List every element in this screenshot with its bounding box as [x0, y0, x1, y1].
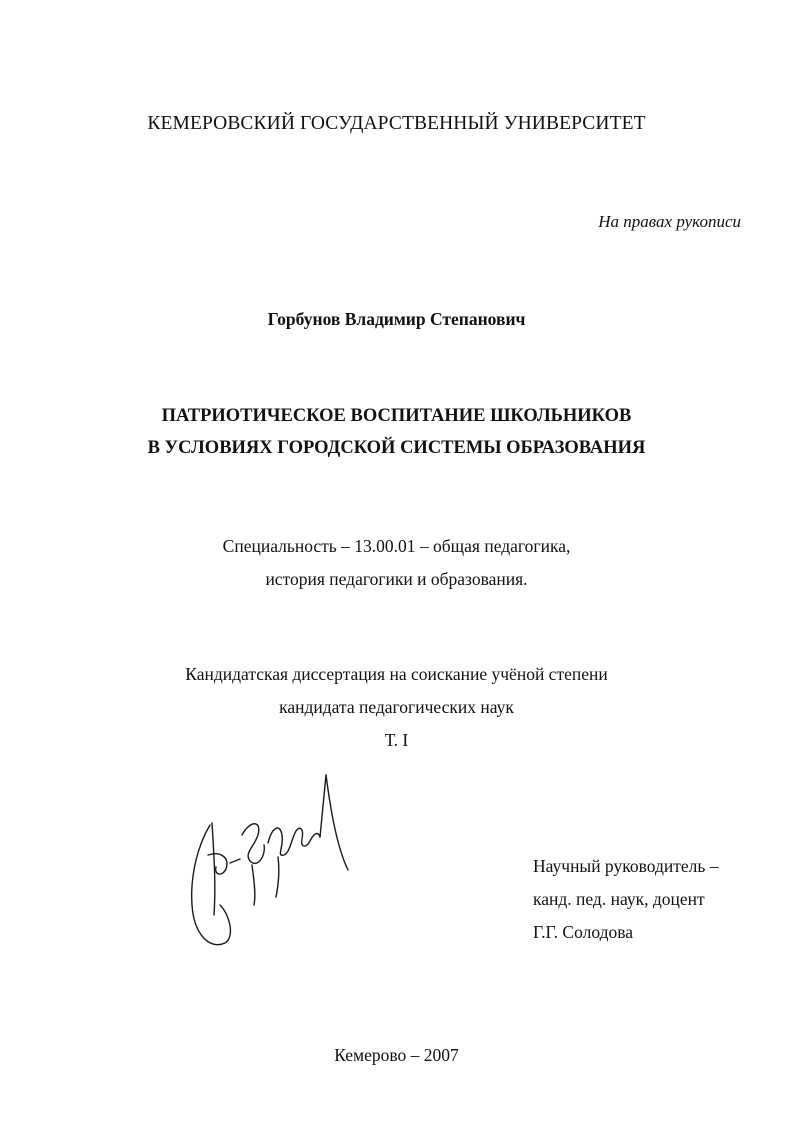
volume-label: Т. I: [384, 730, 409, 750]
supervisor-role: Научный руководитель –: [533, 856, 719, 876]
specialty-block: [0, 530, 793, 596]
title-line-2: В УСЛОВИЯХ ГОРОДСКОЙ СИСТЕМЫ ОБРАЗОВАНИЯ: [147, 438, 646, 458]
degree-line-2: кандидата педагогических наук: [279, 697, 514, 717]
manuscript-rights-note: На правах рукописи: [598, 212, 741, 231]
specialty-line-2: история педагогики и образования.: [265, 569, 528, 589]
specialty-line-1: Специальность – 13.00.01 – общая педагогика,: [222, 536, 571, 556]
university-name: КЕМЕРОВСКИЙ ГОСУДАРСТВЕННЫЙ УНИВЕРСИТЕТ: [147, 113, 646, 134]
supervisor-block: [533, 850, 718, 949]
title-line-1: ПАТРИОТИЧЕСКОЕ ВОСПИТАНИЕ ШКОЛЬНИКОВ: [161, 406, 632, 426]
city-year: Кемерово – 2007: [334, 1045, 459, 1065]
supervisor-name: Г.Г. Солодова: [533, 922, 634, 942]
supervisor-credentials: канд. пед. наук, доцент: [533, 889, 705, 909]
degree-block: [0, 658, 793, 757]
dissertation-title: [0, 400, 793, 464]
handwritten-signature: [180, 765, 355, 955]
author-name: Горбунов Владимир Степанович: [267, 309, 526, 329]
degree-line-1: Кандидатская диссертация на соискание учёной степени: [185, 664, 608, 684]
